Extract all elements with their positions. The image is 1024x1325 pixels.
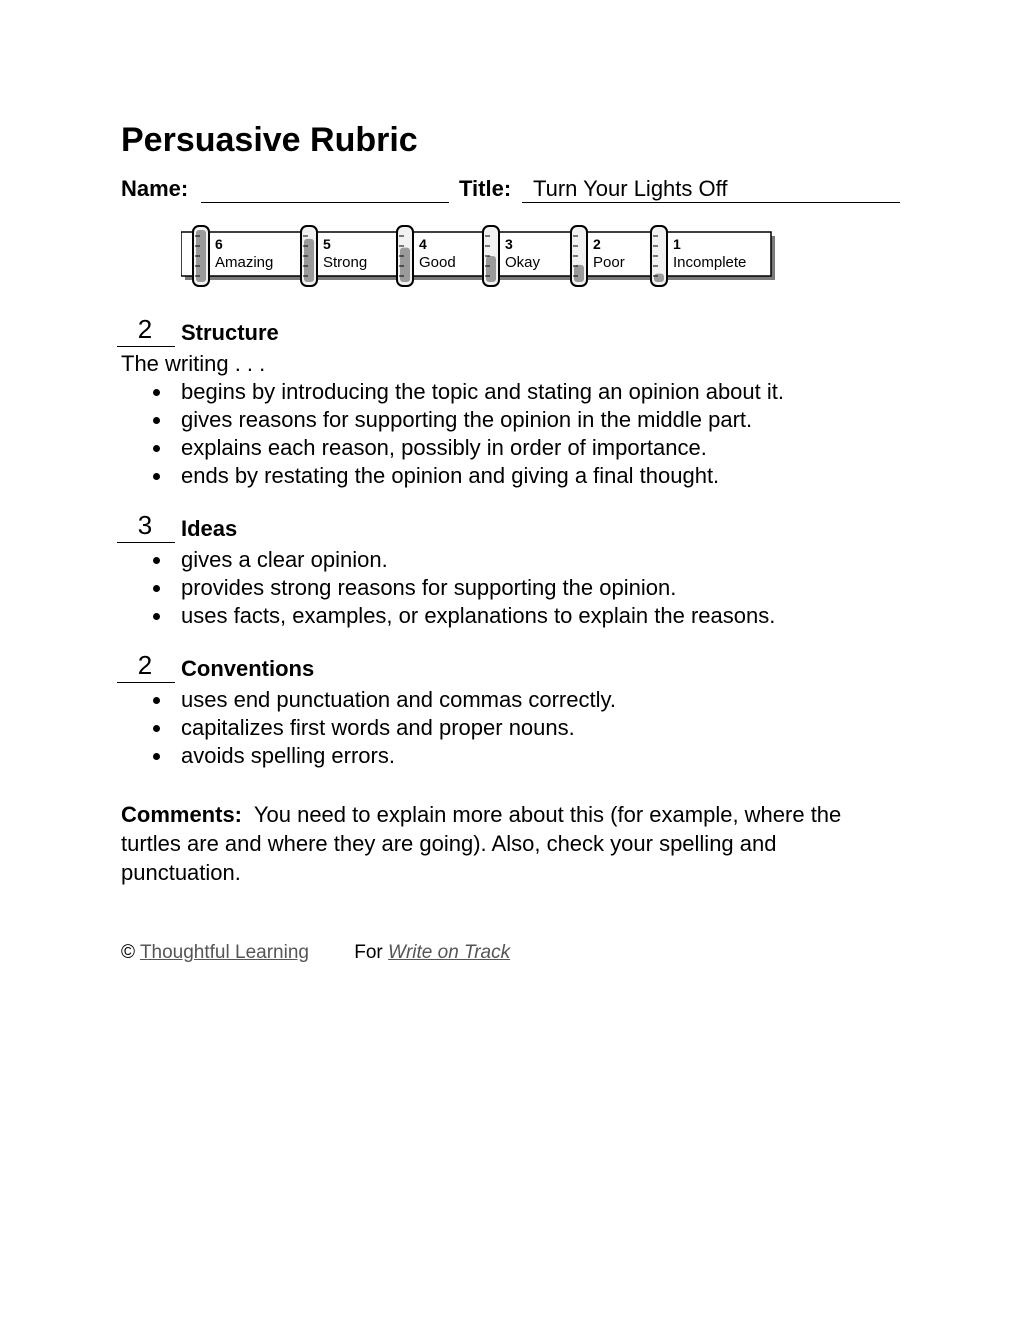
conventions-score-line — [117, 682, 175, 683]
copyright-symbol: © — [121, 942, 135, 963]
structure-section — [121, 314, 901, 490]
list-item: gives a clear opinion. — [121, 546, 901, 574]
tube-fill — [654, 274, 664, 282]
scale-number: 5 — [323, 236, 331, 252]
ideas-score[interactable]: 3 — [137, 510, 153, 540]
for-label: For — [354, 942, 383, 963]
footer — [121, 942, 510, 964]
scale-number: 1 — [673, 236, 681, 252]
scale-number: 2 — [593, 236, 601, 252]
list-item: provides strong reasons for supporting the opinion. — [121, 574, 901, 602]
write-on-track-link[interactable]: Write on Track — [388, 942, 511, 963]
scale-number: 3 — [505, 236, 513, 252]
scale-label: Incomplete — [673, 254, 747, 271]
tube-fill — [486, 256, 496, 282]
title-value: Turn Your Lights Off — [533, 176, 728, 201]
tube-fill — [400, 248, 410, 282]
list-item: ends by restating the opinion and giving a final thought. — [121, 462, 901, 490]
ideas-list — [121, 546, 901, 630]
comments-label: Comments: — [121, 802, 243, 827]
page-title: Persuasive Rubric — [121, 121, 418, 159]
ideas-score-line — [117, 542, 175, 543]
tube-fill — [574, 265, 584, 282]
conventions-title: Conventions — [181, 656, 315, 681]
scale-number: 6 — [215, 236, 223, 252]
scale-label: Good — [419, 254, 456, 271]
structure-score[interactable]: 2 — [137, 314, 153, 344]
comments — [121, 800, 901, 887]
structure-score-line — [117, 346, 175, 347]
list-item: gives reasons for supporting the opinion in the middle part. — [121, 406, 901, 434]
structure-title: Structure — [181, 320, 279, 345]
list-item: avoids spelling errors. — [121, 742, 901, 770]
list-item: begins by introducing the topic and stating an opinion about it. — [121, 378, 901, 406]
list-item: uses facts, examples, or explanations to explain the reasons. — [121, 602, 901, 630]
title-field[interactable] — [522, 176, 900, 203]
scale-label: Strong — [323, 254, 368, 271]
list-item: explains each reason, possibly in order of importance. — [121, 434, 901, 462]
thoughtful-learning-link[interactable]: Thoughtful Learning — [139, 942, 309, 963]
scale-label: Amazing — [215, 254, 274, 271]
rating-scale — [181, 224, 781, 290]
ideas-section — [121, 510, 901, 630]
scale-label: Poor — [593, 254, 625, 271]
conventions-list — [121, 686, 901, 770]
list-item: uses end punctuation and commas correctly. — [121, 686, 901, 714]
structure-intro: The writing . . . — [121, 351, 266, 376]
name-field[interactable] — [201, 202, 449, 203]
header-row — [121, 174, 901, 206]
list-item: capitalizes first words and proper nouns. — [121, 714, 901, 742]
ideas-title: Ideas — [181, 516, 238, 541]
title-label: Title: — [459, 176, 512, 201]
conventions-score[interactable]: 2 — [137, 650, 153, 680]
conventions-section — [121, 650, 901, 770]
comments-text: You need to explain more about this (for example, where the turtles are and where they are going). Also, check your spelling and punctuation. — [121, 802, 842, 885]
scale-label: Okay — [505, 254, 541, 271]
structure-list — [121, 378, 901, 490]
name-label: Name: — [121, 176, 189, 201]
scale-number: 4 — [419, 236, 427, 252]
